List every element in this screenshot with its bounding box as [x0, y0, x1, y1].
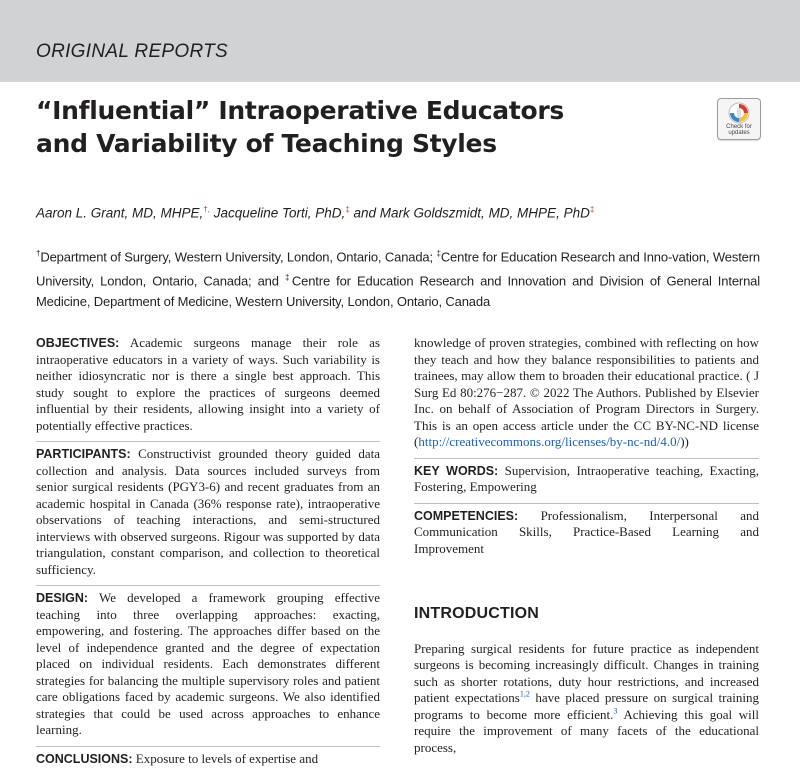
- author-3-marks: ‡: [589, 205, 595, 214]
- objectives-section: [36, 335, 380, 434]
- keywords-label: KEY WORDS:: [414, 463, 499, 478]
- author-1: Aaron L. Grant, MD, MHPE,: [36, 205, 204, 221]
- keywords-text: Supervision, Intraoperative teaching, Exacting, Fostering, Empowering: [414, 462, 759, 494]
- conclusions-continued-end: )): [680, 434, 689, 449]
- abstract-left-column: [36, 335, 380, 774]
- article-title: [36, 94, 696, 160]
- citation-3[interactable]: 3: [613, 706, 618, 716]
- crossmark-icon: [728, 102, 750, 124]
- citation-1-2[interactable]: 1,2: [519, 689, 530, 699]
- participants-section: [36, 441, 380, 578]
- introduction-heading: INTRODUCTION: [414, 605, 540, 622]
- competencies-section: [414, 503, 759, 558]
- author-1-marks: †,: [203, 205, 210, 214]
- author-list: [36, 205, 594, 221]
- affiliation-mark-1: †: [36, 249, 41, 258]
- affiliations: [36, 244, 760, 312]
- conclusions-section: [36, 746, 380, 768]
- participants-text: Constructivist grounded theory guided data collection and analysis. Data sources included surveys from senior surgical residents (PGY3-6) and recent graduates from an academic hospital in Canada (36% response rate), intraoperative observations of teaching interactions, and semi-structured interviews with observed surgeons. Rigour was supported by data triangulation, constant comparison, and collection to theoretical sufficiency.: [36, 446, 380, 577]
- conclusions-text: Exposure to levels of expertise and: [132, 750, 319, 766]
- author-3: and Mark Goldszmidt, MD, MHPE, PhD: [349, 205, 590, 221]
- design-text: We developed a framework grouping effective teaching into three overlapping approaches: exacting, empowering, and fostering. The approaches differ based on the level of independence granted and the degree of expectation placed on individual residents. Each demonstrates different strategies for balancing the multiple supervisory roles and patient care obligations faced by academic surgeons. We also identified strategies that could be used across approaches to enhance learning.: [36, 590, 380, 737]
- title-line-2: and Variability of Teaching Styles: [36, 129, 497, 158]
- check-for-updates-badge[interactable]: [717, 98, 761, 140]
- license-link[interactable]: http://creativecommons.org/licenses/by-nc-nd/4.0/: [418, 434, 681, 449]
- intro-text-3: Achieving this goal will require the improvement of many facets of the educational process,: [414, 706, 759, 755]
- badge-line-2: updates: [728, 130, 750, 136]
- affiliation-mark-2: ‡: [436, 249, 441, 258]
- affiliation-2: Centre for Education Research and Inno-vation, Western University, London, Ontario, Canada; and: [36, 249, 760, 289]
- author-2-marks: ‡: [345, 205, 350, 214]
- badge-line-1: Check for: [726, 124, 752, 130]
- section-label: ORIGINAL REPORTS: [36, 41, 229, 62]
- design-section: [36, 585, 380, 739]
- introduction-paragraph: [414, 641, 759, 757]
- intro-text-2: have placed pressure on surgical training programs to become more efficient.: [414, 690, 759, 722]
- intro-text-1: Preparing surgical residents for future practice as independent surgeons is becoming increasingly difficult. Changes in training such as shorter rotations, duty hour restrictions, and increased patient expectations: [414, 640, 759, 705]
- header-band: [0, 0, 800, 82]
- keywords-section: [414, 458, 759, 496]
- objectives-label: OBJECTIVES:: [36, 336, 120, 350]
- conclusions-continued-text: knowledge of proven strategies, combined with reflecting on how they teach and how they balance responsibilities to patients and trainees, may allow them to broaden their educational practice. ( J Surg Ed 80:276−287. © 2022 The Authors. Published by Elsevier Inc. on behalf of Association of Program Directors in Surgery. This is an open access article under the CC BY-NC-ND license (: [414, 335, 759, 449]
- affiliation-1: Department of Surgery, Western University, London, Ontario, Canada;: [40, 249, 437, 265]
- participants-label: PARTICIPANTS:: [36, 447, 131, 461]
- conclusions-continued: [414, 335, 759, 451]
- competencies-text: Professionalism, Interpersonal and Communication Skills, Practice-Based Learning and Improvement: [414, 507, 759, 556]
- affiliation-3: Centre for Education Research and Innovation and Division of General Internal Medicine, Department of Medicine, Western University, London, Ontario, Canada: [36, 273, 760, 309]
- competencies-label: COMPETENCIES:: [414, 508, 519, 523]
- author-2: Jacqueline Torti, PhD,: [209, 205, 346, 221]
- affiliation-mark-3: ‡: [284, 272, 292, 282]
- objectives-text: Academic surgeons manage their role as intraoperative educators in a variety of ways. Such variability is neither idiosyncratic nor is there a single best approach. This study sought to explore the practices of surgeons deemed influential by their residents, allowing insight into a variety of potentially effective practices.: [36, 335, 380, 433]
- title-line-1: “Influential” Intraoperative Educators: [36, 96, 564, 125]
- abstract-right-column: [414, 335, 759, 756]
- conclusions-label: CONCLUSIONS:: [36, 751, 133, 766]
- design-label: DESIGN:: [36, 591, 89, 605]
